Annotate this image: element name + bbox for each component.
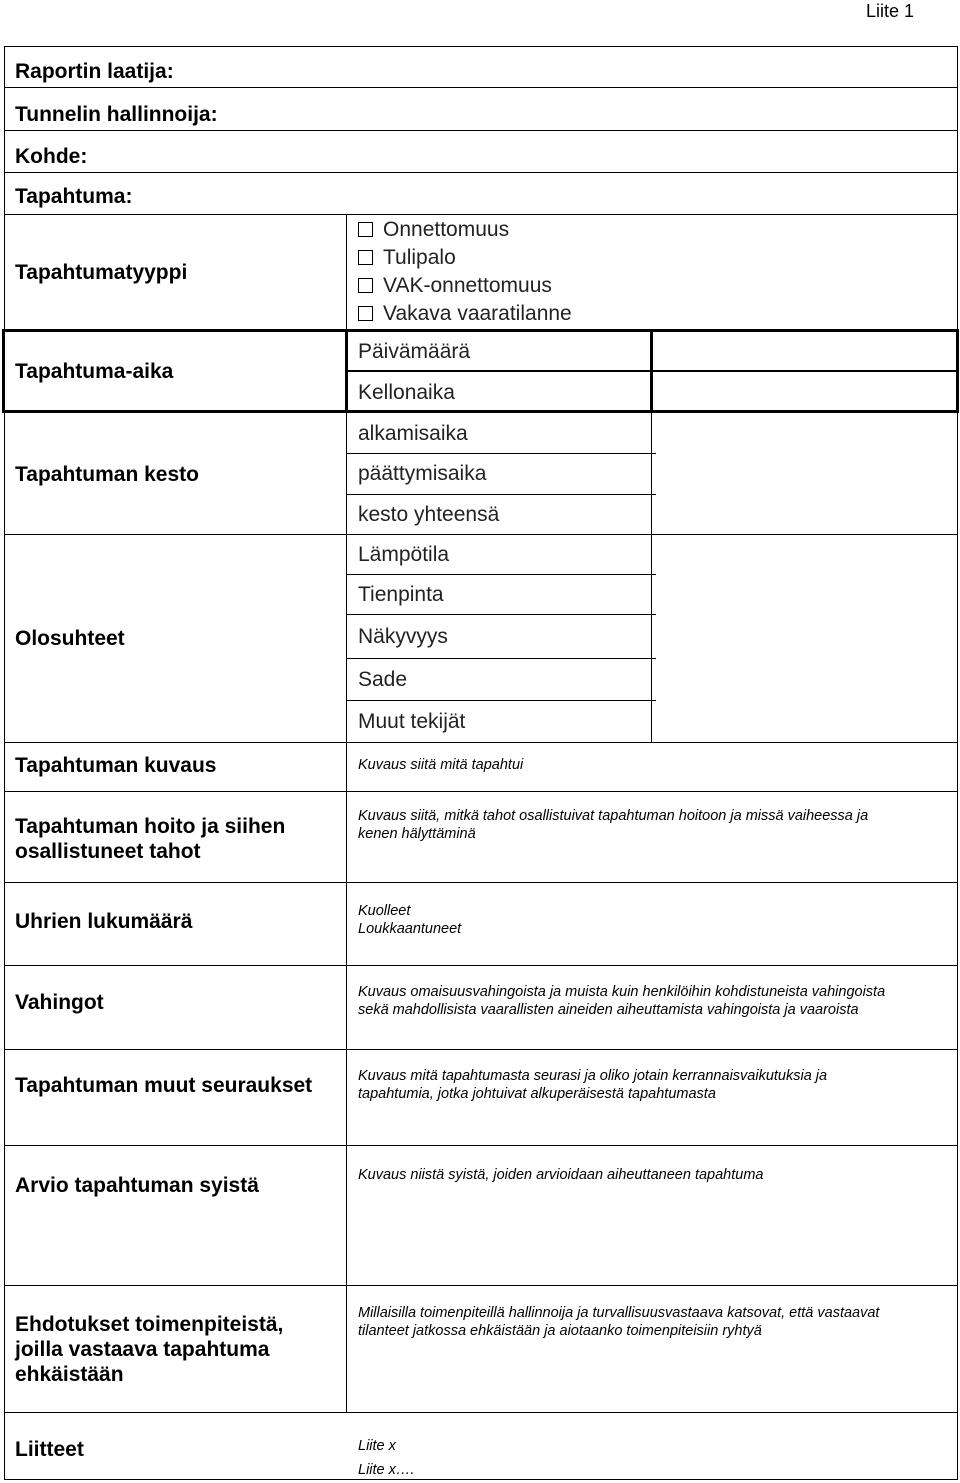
divider	[5, 1145, 957, 1146]
event-type-option-dangerous-goods[interactable]: VAK-onnettomuus	[358, 273, 552, 298]
total-duration-field-label: kesto yhteensä	[358, 503, 500, 526]
event-type-option-fire[interactable]: Tulipalo	[358, 245, 456, 270]
proposals-hint-line1: Millaisilla toimenpiteillä hallinnoija ja turvallisuusvastaava katsovat, että vastaavat	[358, 1305, 880, 1321]
damages-label: Vahingot	[15, 991, 104, 1014]
handling-label-line1: Tapahtuman hoito ja siihen	[15, 815, 286, 838]
time-field-label: Kellonaika	[358, 381, 455, 404]
causes-hint: Kuvaus niistä syistä, joiden arvioidaan aiheuttaneen tapahtuma	[358, 1167, 764, 1183]
divider	[346, 700, 656, 701]
proposals-label-line3: ehkäistään	[15, 1363, 124, 1386]
divider	[5, 172, 957, 173]
appendix-label: Liite 1	[865, 1, 914, 21]
event-type-label: Tapahtumatyyppi	[15, 261, 188, 284]
handling-hint-line2: kenen hälyttäminä	[358, 826, 476, 842]
attachment-item: Liite x….	[358, 1462, 415, 1478]
end-time-field-label: päättymisaika	[358, 462, 487, 485]
divider	[5, 87, 957, 88]
checkbox-icon[interactable]	[358, 222, 373, 237]
divider	[5, 882, 957, 883]
attachment-item: Liite x	[358, 1438, 396, 1454]
description-hint: Kuvaus siitä mitä tapahtui	[358, 757, 524, 773]
divider	[346, 574, 656, 575]
divider	[5, 791, 957, 792]
divider	[346, 453, 656, 454]
checkbox-icon[interactable]	[358, 306, 373, 321]
event-type-option-near-miss[interactable]: Vakava vaaratilanne	[358, 301, 572, 326]
description-label: Tapahtuman kuvaus	[15, 754, 217, 777]
road-surface-field-label: Tienpinta	[358, 583, 444, 606]
casualties-label: Uhrien lukumäärä	[15, 910, 193, 933]
conditions-label: Olosuhteet	[15, 627, 125, 650]
reporter-label: Raportin laatija:	[15, 60, 174, 83]
divider	[5, 1049, 957, 1050]
proposals-label-line2: joilla vastaava tapahtuma	[15, 1338, 270, 1361]
event-label: Tapahtuma:	[15, 185, 133, 208]
divider	[5, 534, 957, 535]
damages-hint-line2: sekä mahdollisista vaarallisten aineiden aiheuttamista vahingoista ja vaaroista	[358, 1002, 859, 1018]
temperature-field-label: Lämpötila	[358, 543, 450, 566]
divider	[346, 614, 656, 615]
divider	[346, 658, 656, 659]
divider	[5, 214, 957, 215]
start-time-field-label: alkamisaika	[358, 422, 468, 445]
divider	[5, 742, 957, 743]
divider	[5, 130, 957, 131]
tunnel-admin-label: Tunnelin hallinnoija:	[15, 103, 218, 126]
date-field-label: Päivämäärä	[358, 340, 471, 363]
damages-hint-line1: Kuvaus omaisuusvahingoista ja muista kuin henkilöihin kohdistuneista vahingoista	[358, 984, 886, 1000]
checkbox-icon[interactable]	[358, 250, 373, 265]
consequences-hint-line2: tapahtumia, jotka johtuivat alkuperäisestä tapahtumasta	[358, 1086, 716, 1102]
causes-label: Arvio tapahtuman syistä	[15, 1174, 259, 1197]
divider	[346, 370, 957, 372]
handling-hint-line1: Kuvaus siitä, mitkä tahot osallistuivat tapahtuman hoitoon ja missä vaiheessa ja	[358, 808, 869, 824]
checkbox-icon[interactable]	[358, 278, 373, 293]
divider	[5, 965, 957, 966]
incident-report-form	[4, 46, 958, 1480]
proposals-hint-line2: tilanteet jatkossa ehkäistään ja aiotaanko toimenpiteisiin ryhtyä	[358, 1323, 762, 1339]
consequences-label: Tapahtuman muut seuraukset	[15, 1074, 313, 1097]
attachments-label: Liitteet	[15, 1438, 84, 1461]
duration-label: Tapahtuman kesto	[15, 463, 199, 486]
proposals-label-line1: Ehdotukset toimenpiteistä,	[15, 1313, 284, 1336]
consequences-hint-line1: Kuvaus mitä tapahtumasta seurasi ja oliko jotain kerrannaisvaikutuksia ja	[358, 1068, 828, 1084]
injured-field-label: Loukkaantuneet	[358, 921, 462, 937]
event-time-label: Tapahtuma-aika	[15, 360, 174, 383]
handling-label-line2: osallistuneet tahot	[15, 840, 201, 863]
dead-field-label: Kuolleet	[358, 903, 411, 919]
visibility-field-label: Näkyvyys	[358, 625, 448, 648]
divider	[346, 494, 656, 495]
target-label: Kohde:	[15, 145, 88, 168]
event-type-option-accident[interactable]: Onnettomuus	[358, 217, 509, 242]
other-factors-field-label: Muut tekijät	[358, 710, 466, 733]
divider	[5, 1412, 957, 1413]
divider	[5, 1285, 957, 1286]
rain-field-label: Sade	[358, 668, 408, 691]
